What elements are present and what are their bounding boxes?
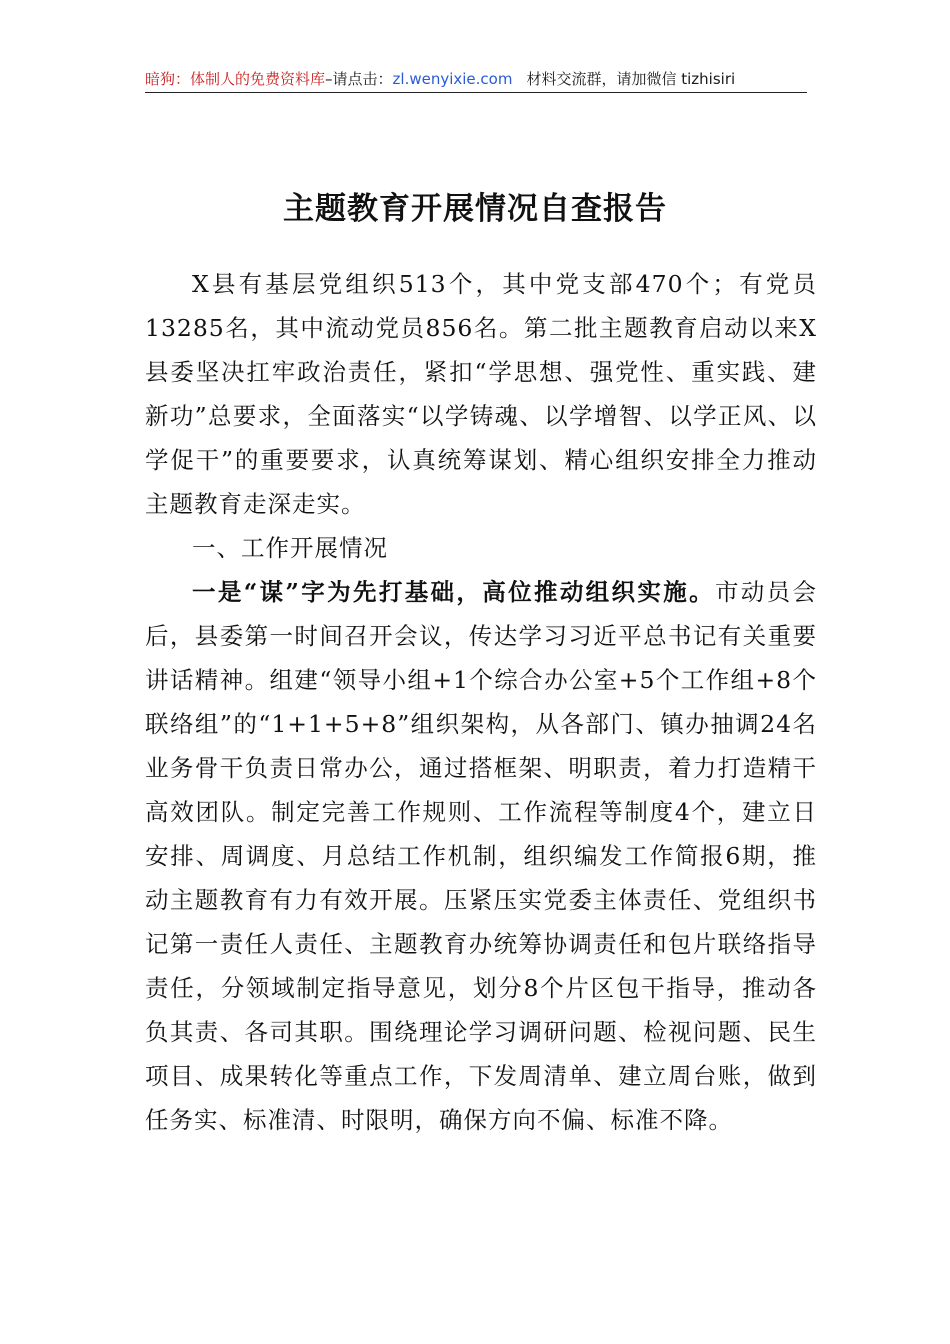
document-title: 主题教育开展情况自查报告	[283, 190, 667, 227]
point1-paragraph	[145, 570, 817, 1142]
watermark-header	[145, 66, 807, 93]
header-contact-text: 材料交流群，请加微信 tizhisiri	[526, 70, 736, 88]
header-link-prompt: –请点击：	[325, 70, 393, 88]
header-source-label: 暗狗：体制人的免费资料库	[145, 70, 326, 88]
point1-body: 市动员会后，县委第一时间召开会议，传达学习习近平总书记有关重要讲话精神。组建“领导小组+1个综合办公室+5个工作组+8个联络组”的“1+1+5+8”组织架构，从各部门、镇办抽调24名业务骨干负责日常办公，通过搭框架、明职责，着力打造精干高效团队。制定完善工作规则、工作流程等制度4个，建立日安排、周调度、月总结工作机制，组织编发工作简报6期，推动主题教育有力有效开展。压紧压实党委主体责任、党组织书记第一责任人责任、主题教育办统筹协调责任和包片联络指导责任，分领域制定指导意见，划分8个片区包干指导，推动各负其责、各司其职。围绕理论学习调研问题、检视问题、民生项目、成果转化等重点工作，下发周清单、建立周台账，做到任务实、标准清、时限明，确保方向不偏、标准不降。	[145, 578, 817, 1134]
intro-paragraph: X县有基层党组织513个，其中党支部470个；有党员13285名，其中流动党员856名。第二批主题教育启动以来X县委坚决扛牢政治责任，紧扣“学思想、强党性、重实践、建新功”总要求，全面落实“以学铸魂、以学增智、以学正风、以学促干”的重要要求，认真统筹谋划、精心组织安排全力推动主题教育走深走实。	[145, 270, 817, 518]
point1-lead: 一是“谋”字为先打基础，高位推动组织实施。	[192, 578, 715, 606]
header-link-url[interactable]: zl.wenyixie.com	[392, 70, 513, 88]
section-heading: 一、工作开展情况	[192, 534, 388, 562]
document-body	[145, 262, 817, 1142]
